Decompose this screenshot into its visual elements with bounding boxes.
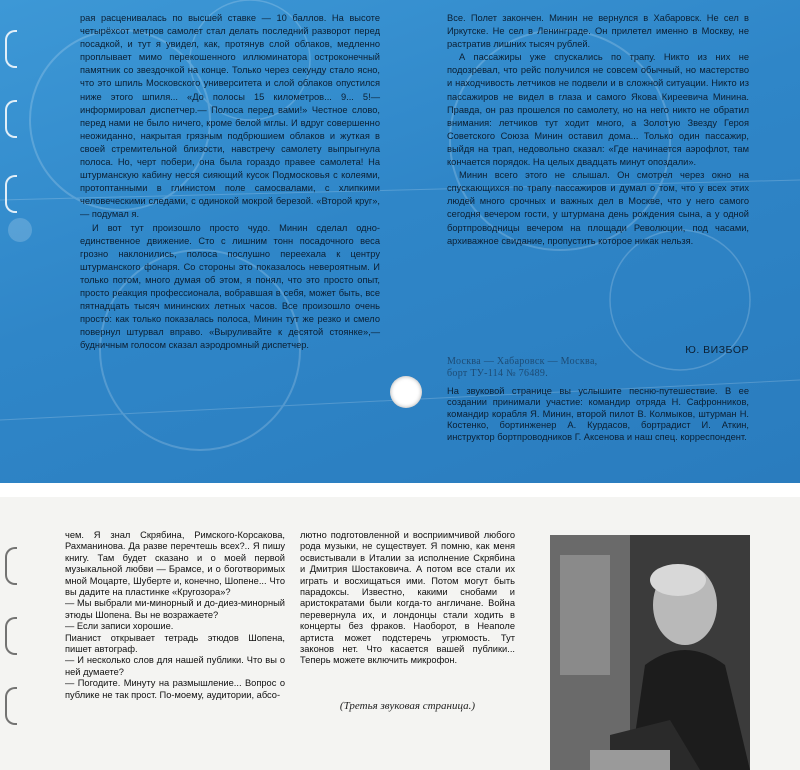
flight-route bbox=[447, 356, 749, 380]
article-column-1 bbox=[80, 12, 380, 352]
aircraft-number: борт ТУ-114 № 76489. bbox=[447, 368, 549, 379]
pianist-photo bbox=[550, 535, 750, 770]
article-paragraph: рая расценивалась по высшей ставке — 10 баллов. На высоте четырёхсот метров самолет стал делать последний разворот перед посадкой, и тут я увидел, как, протянув слой облаков, медленно проплывает мимо перекошенного иллюминатора остроконечный памятник со звездочкой на конце. Только через секунду стало ясно, что это шпиль Московского университета и слой облаков опустился ниже этого шпиля... «До полосы 15 километров... 9... 5!— информировал диспетчер.— Полоса перед вами!» Честное слово, перед нами не было ничего, кроме белой мглы. И вдруг совершенно неожиданно, накрытая грязным подбрюшием облаков и жуткая в своей стремительной близости, навстречу самолету выпрыгнула полоса. Но, черт побери, она была гораздо правее самолета! На штурманскую кабину несся сияющий кусок Подмосковья с колеями, протоптанными в глинистом поле самосвалами, с хлипкими человеческими следами, с одинокой мокрой березой. «Второй круг»,— подумал я. bbox=[80, 13, 380, 220]
sound-page-credits: На звуковой странице вы услышите песню-путешествие. В ее создании принимали участие: командир отряда Н. Сафронников, командир корабля Я. Минин, второй пилот В. Колмыков, штурман Н. Костенко, бортинженер А. Курдасов, бортрадист И. Аткин, инструктор бортпроводников Г. Аксенова и наш спец. корреспондент. bbox=[447, 386, 749, 442]
interview-column-1 bbox=[65, 530, 285, 701]
article-paragraph: Минин всего этого не слышал. Он смотрел через окно на спускающихся по трапу пассажиров и думал о том, что у всех этих людей много срочных и важных дел в Москве, что у него самого сегодня вечером гости, у штурмана день рождения сына, а у одной бортпроводницы вечером на площади Революции, под часами, архиважное свидание, пропустить которое никак нельзя. bbox=[447, 170, 749, 246]
interview-paragraph: — Мы выбрали ми-минорный и до-диез-минорный этюды Шопена. Вы не возражаете? bbox=[65, 598, 285, 620]
route-cities: Москва — Хабаровск — Москва, bbox=[447, 356, 598, 367]
page-divider bbox=[0, 483, 800, 497]
interview-paragraph: чем. Я знал Скрябина, Римского-Корсакова, Рахманинова. Да разве перечтешь всех?.. Я пишу книгу. Там будет сказано и о моей первой музыкальной любви — Брамсе, и о боготворимых мной Моцарте, Шуберте и, конечно, Шопене... Что вы дадите на пластинке «Кругозора»? bbox=[65, 530, 285, 598]
pianist-portrait-icon bbox=[550, 535, 750, 770]
binder-ring-icon bbox=[5, 687, 17, 725]
sound-page-caption: (Третья звуковая страница.) bbox=[339, 700, 476, 712]
interview-paragraph: — Если записи хорошие. bbox=[65, 621, 174, 632]
punch-hole-icon bbox=[390, 376, 422, 408]
article-column-2 bbox=[447, 12, 749, 248]
interview-paragraph: лютно подготовленной и восприимчивой любого рода музыки, не существует. Я помню, как меня освистывали в Италии за исполнение Скрябина и Дмитрия Шостаковича. А потом все стали их играть и восхищаться ими. Потом могут быть парадоксы. Известно, какими снобами и аристократами были когда-то англичане. Война перевернула их, и лондонцы стали ходить в концерты без фраков. Наоборот, в Неаполе артиста может подстеречь угрюмость. Тут законов нет. Что касается вашей публики... Теперь можете включить микрофон. bbox=[300, 530, 515, 666]
interview-paragraph: — И несколько слов для нашей публики. Что вы о ней думаете? bbox=[65, 655, 285, 677]
interview-paragraph: — Погодите. Минуту на размышление... Вопрос о публике не так прост. По-моему, аудитории, абсо- bbox=[65, 678, 285, 700]
article-paragraph: И вот тут произошло просто чудо. Минин сделал одно-единственное движение. Сто с лишним тонн посадочного веса грозно наклонились, полоса послушно переехала к центру штурманского фонаря. Со стороны это показалось невероятным. И только потом, много думая об этом, я понял, что это просто опыт, просто реакция профессионала, вобравшая в себя, может быть, все пятнадцать тысяч мининских летных часов. Все произошло очень просто: как только показалась полоса, Минин тут же резко и смело повернул штурвал вправо. «Выруливайте к десятой стоянке»,— будничным голосом сказал аэродромный диспетчер. bbox=[80, 222, 380, 351]
author-signature: Ю. ВИЗБОР bbox=[685, 344, 749, 356]
binder-ring-icon bbox=[5, 30, 17, 68]
article-paragraph: Все. Полет закончен. Минин не вернулся в Хабаровск. Не сел в Иркутске. Не сел в Ленинграде. Он прилетел именно в Москву, не растратив лишних тысяч рублей. bbox=[447, 13, 749, 50]
binder-ring-icon bbox=[5, 547, 17, 585]
interview-column-2 bbox=[300, 530, 515, 667]
interview-paragraph: Пианист открывает тетрадь этюдов Шопена, пишет автограф. bbox=[65, 632, 285, 655]
binder-ring-icon bbox=[5, 617, 17, 655]
article-paragraph: А пассажиры уже спускались по трапу. Никто из них не подозревал, что рейс получился не совсем обычный, но мастерство и находчивость летчиков не подвели и в сложной ситуации. Никто из пассажиров не видел в глаза и самого Якова Киреевича Минина. Правда, он раз прошелся по самолету, но на него никто не обратил внимания: летчиков тут ходит много, а Золотую Звезду Героя Советского Союза Минин оставил дома... Только один пассажир, выйдя на трап, недовольно сказал: «Где начинается аэрофлот, там кончается порядок. На целых двадцать минут опоздали». bbox=[447, 52, 749, 168]
binder-ring-icon bbox=[5, 175, 17, 213]
binder-ring-icon bbox=[5, 100, 17, 138]
